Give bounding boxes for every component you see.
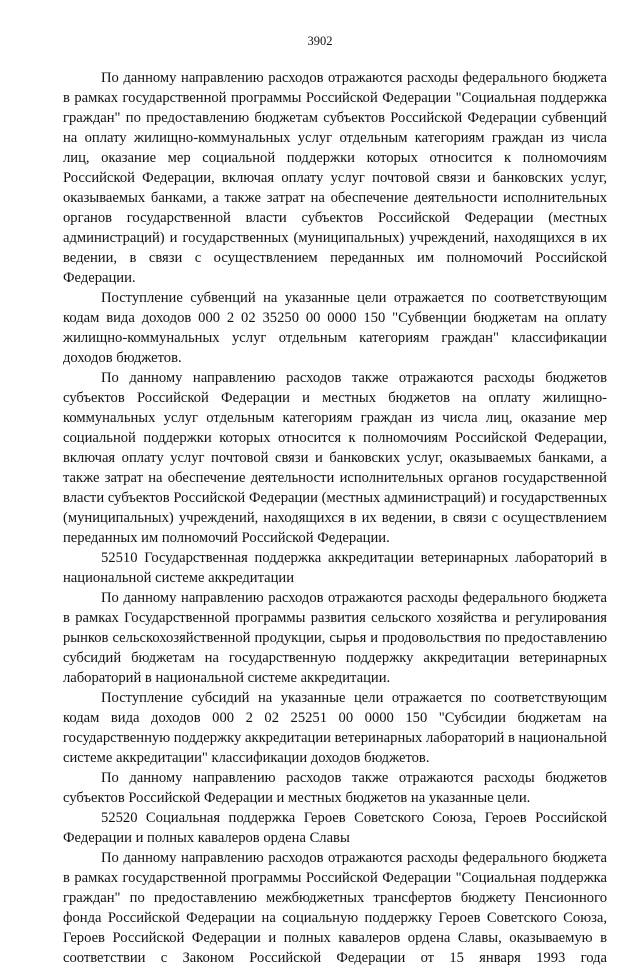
paragraph-federal-subventions: По данному направлению расходов отражаются расходы федерального бюджета в рамках государственной программы Российской Федерации "Социальная поддержка граждан" по предоставлению бюджетам субъектов Российской Федерации субвенций на оплату жилищно-коммунальных услуг отдельным категориям граждан из числа лиц, оказание мер социальной поддержки которых относится к полномочиям Российской Федерации, включая оплату услуг почтовой связи и банковских услуг, оказываемых банками, а также затрат на обеспечение деятельности исполнительных органов государственной власти субъектов Российской Федерации (местных администраций) и государственных (муниципальных) учреждений, находящихся в их ведении, в связи с осуществлением переданных им полномочий Российской Федерации. <box>63 70 607 286</box>
paragraph-subsidy-income-codes: Поступление субсидий на указанные цели отражается по соответствующим кодам вида доходов 000 2 02 25251 00 0000 150 "Субсидии бюджетам на государственную поддержку аккредитации ветеринарных лабораторий в национальной системе аккредитации" классификации доходов бюджетов. <box>63 690 607 766</box>
document-body <box>63 68 607 968</box>
paragraph-heroes-support: По данному направлению расходов отражаются расходы федерального бюджета в рамках государственной программы Российской Федерации "Социальная поддержка граждан" по предоставлению межбюджетных трансфертов бюджету Пенсионного фонда Российской Федерации на социальную поддержку Героев Советского Союза, Героев Российской Федерации и полных кавалеров ордена Славы, оказываемую в соответствии с Законом Российской Федерации от 15 января 1993 года <box>63 850 607 966</box>
paragraph-regional-local-same-purpose: По данному направлению расходов также отражаются расходы бюджетов субъектов Российской Федерации и местных бюджетов на указанные цели. <box>63 770 607 806</box>
section-heading-52520: 52520 Социальная поддержка Героев Советского Союза, Героев Российской Федерации и полных кавалеров ордена Славы <box>63 810 607 846</box>
paragraph-veterinary-lab-subsidies: По данному направлению расходов отражаются расходы федерального бюджета в рамках Государственной программы развития сельского хозяйства и регулирования рынков сельскохозяйственной продукции, сырья и продовольствия по предоставлению субсидий бюджетам на государственную поддержку аккредитации ветеринарных лабораторий в национальной системе аккредитации. <box>63 590 607 686</box>
section-heading-52510: 52510 Государственная поддержка аккредитации ветеринарных лабораторий в национальной системе аккредитации <box>63 550 607 586</box>
paragraph-regional-local-expenses: По данному направлению расходов также отражаются расходы бюджетов субъектов Российской Федерации и местных бюджетов на оплату жилищно-коммунальных услуг отдельным категориям граждан из числа лиц, оказание мер социальной поддержки которых относится к полномочиям Российской Федерации, включая оплату услуг почтовой связи и банковских услуг, оказываемых банками, а также затрат на обеспечение деятельности исполнительных органов государственной власти субъектов Российской Федерации (местных администраций) и государственных (муниципальных) учреждений, находящихся в их ведении, в связи с осуществлением переданных им полномочий Российской Федерации. <box>63 370 607 546</box>
paragraph-subvention-income-codes: Поступление субвенций на указанные цели отражается по соответствующим кодам вида доходов 000 2 02 35250 00 0000 150 "Субвенции бюджетам на оплату жилищно-коммунальных услуг отдельным категориям граждан" классификации доходов бюджетов. <box>63 290 607 366</box>
page-number: 3902 <box>307 34 333 48</box>
